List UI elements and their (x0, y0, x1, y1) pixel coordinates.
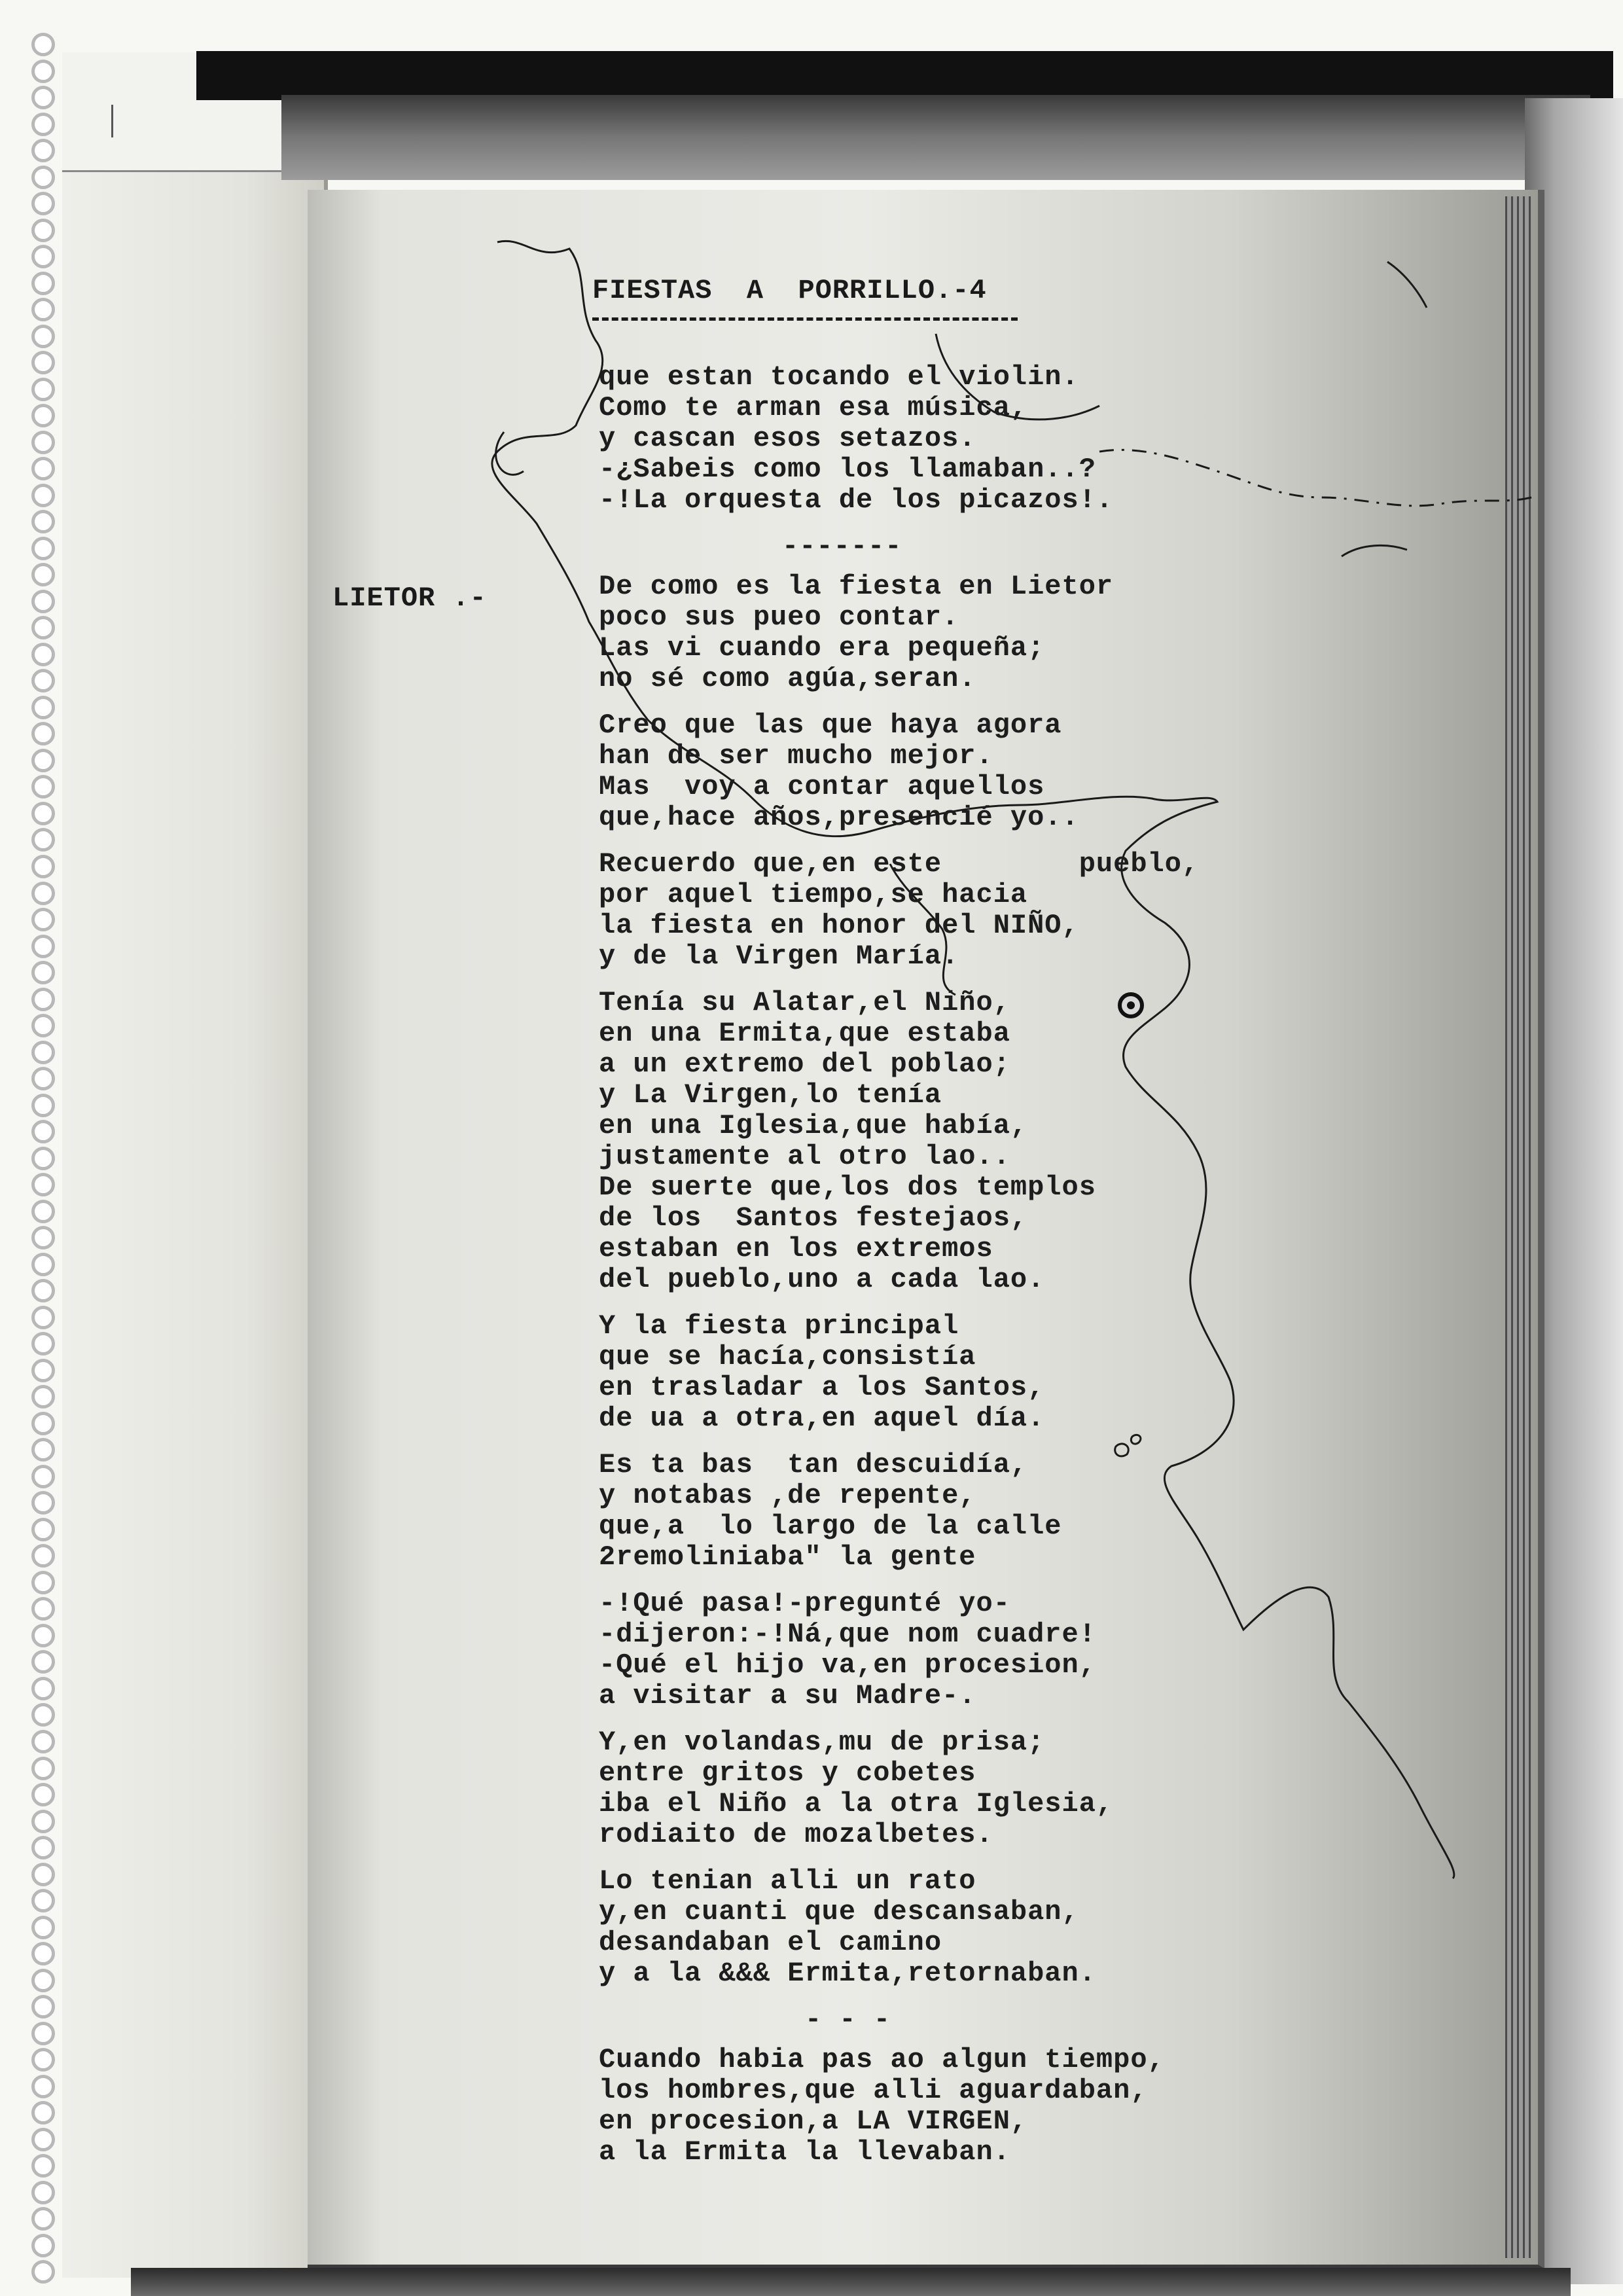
binding-ring (31, 643, 55, 666)
binding-ring (31, 1200, 55, 1223)
binding-ring (31, 828, 55, 852)
poem-body (599, 362, 1450, 2183)
verse-line: de ua a otra,en aquel día. (599, 1403, 1045, 1434)
binding-ring (31, 1438, 55, 1462)
binding-ring (31, 33, 55, 56)
binding-ring (31, 2048, 55, 2072)
binding-ring (31, 1836, 55, 1859)
binding-ring (31, 802, 55, 825)
verse-line: en trasladar a los Santos, (599, 1372, 1045, 1403)
binding-ring (31, 1942, 55, 1965)
verse-line: 2remoliniaba" la gente (599, 1541, 976, 1573)
binding-ring (31, 1041, 55, 1064)
binding-ring (31, 484, 55, 507)
stanza (599, 571, 1450, 694)
section-separator: ------- (782, 531, 902, 562)
verse-line: y notabas ,de repente, (599, 1480, 976, 1511)
binding-ring (31, 1014, 55, 1037)
binding-ring (31, 113, 55, 136)
verse-line: y,en cuanti que descansaban, (599, 1896, 1079, 1928)
binding-ring (31, 1889, 55, 1912)
verse-line: Las vi cuando era pequeña; (599, 632, 1045, 664)
verse-line: Lo tenian alli un rato (599, 1865, 976, 1897)
binding-ring (31, 935, 55, 958)
verse-line: iba el Niño a la otra Iglesia, (599, 1788, 1114, 1820)
stanza (599, 1450, 1450, 1573)
binding-ring (31, 1969, 55, 1992)
verse-line: estaban en los extremos (599, 1233, 993, 1265)
binding-ring (31, 2075, 55, 2098)
verse-line: -!La orquesta de los picazos!. (599, 484, 1114, 516)
binding-ring (31, 1465, 55, 1488)
binding-ring (31, 1332, 55, 1355)
binding-ring (31, 1067, 55, 1090)
binding-ring (31, 616, 55, 639)
binding-ring (31, 775, 55, 798)
document-title: FIESTAS A PORRILLO.-4 (592, 275, 987, 306)
verse-line: -!Qué pasa!-pregunté yo- (599, 1588, 1010, 1619)
binding-ring (31, 1571, 55, 1594)
binding-ring (31, 1226, 55, 1249)
binding-ring (31, 1597, 55, 1621)
binding-ring (31, 1385, 55, 1408)
verse-line: han de ser mucho mejor. (599, 740, 993, 772)
verse-line: De como es la fiesta en Lietor (599, 571, 1114, 602)
binding-ring (31, 1306, 55, 1329)
binding-ring (31, 1094, 55, 1117)
book-bottom-edge (131, 2268, 1571, 2296)
binding-ring (31, 1677, 55, 1700)
binding-ring (31, 749, 55, 772)
book-top-edge (196, 51, 1613, 100)
binding-ring (31, 351, 55, 374)
verse-line: a la Ermita la llevaban. (599, 2136, 1010, 2168)
verse-line: que,hace años,presencié yo.. (599, 802, 1079, 833)
binding-ring (31, 86, 55, 109)
binding-ring (31, 1916, 55, 1939)
binding-ring (31, 590, 55, 613)
binding-ring (31, 1863, 55, 1886)
binding-ring (31, 537, 55, 560)
binding-ring (31, 2128, 55, 2151)
binding-ring (31, 1703, 55, 1727)
stanza (599, 849, 1450, 972)
binding-ring (31, 2234, 55, 2257)
stanza (599, 362, 1450, 516)
verse-line: no sé como agúa,seran. (599, 663, 976, 694)
binding-ring (31, 1783, 55, 1806)
verse-line: de los Santos festejaos, (599, 1202, 1028, 1234)
binding-ring (31, 192, 55, 215)
verse-line: que,a lo largo de la calle (599, 1511, 1062, 1542)
verse-line: rodiaito de mozalbetes. (599, 1819, 993, 1850)
section-label: LIETOR .- (332, 583, 487, 614)
verse-line: en una Iglesia,que había, (599, 1110, 1028, 1141)
verse-line: y a la &&& Ermita,retornaban. (599, 1958, 1096, 1989)
verse-line: que se hacía,consistía (599, 1341, 976, 1372)
binding-ring (31, 431, 55, 454)
binding-ring (31, 1810, 55, 1833)
binding-ring (31, 219, 55, 242)
verse-line: poco sus pueo contar. (599, 601, 959, 633)
stanza (599, 2045, 1450, 2168)
binding-ring (31, 908, 55, 931)
binding-ring (31, 2154, 55, 2178)
verse-line: que estan tocando el violin. (599, 361, 1079, 393)
verse-line: por aquel tiempo,se hacia (599, 879, 1028, 910)
verse-line: Tenía su Alatar,el Niño, (599, 987, 1010, 1018)
verse-line: justamente al otro lao.. (599, 1141, 1010, 1172)
binding-ring (31, 457, 55, 480)
verse-line: -dijeron:-!Ná,que nom cuadre! (599, 1619, 1096, 1650)
binding-ring (31, 961, 55, 984)
binding-ring (31, 882, 55, 905)
binding-ring (31, 722, 55, 745)
folded-left-page (62, 52, 328, 2278)
binding-ring (31, 60, 55, 83)
binding-ring (31, 1359, 55, 1382)
binding-ring (31, 1518, 55, 1541)
binding-ring (31, 1279, 55, 1302)
binding-ring (31, 2181, 55, 2204)
binding-ring (31, 510, 55, 533)
verse-line: Y la fiesta principal (599, 1310, 959, 1342)
binding-ring (31, 1412, 55, 1435)
binding-ring (31, 855, 55, 878)
section-separator: - - - (805, 2004, 891, 2036)
binding-ring (31, 139, 55, 162)
binding-ring (31, 1650, 55, 1674)
verse-line: Es ta bas tan descuidía, (599, 1449, 1028, 1480)
title-underline (592, 317, 1018, 321)
map-location-marker-icon (1118, 992, 1144, 1018)
verse-line: y La Virgen,lo tenía (599, 1079, 942, 1111)
verse-line: De suerte que,los dos templos (599, 1172, 1096, 1203)
verse-line: y cascan esos setazos. (599, 423, 976, 454)
verse-line: Mas voy a contar aquellos (599, 771, 1045, 802)
binding-ring (31, 272, 55, 295)
binding-ring (31, 1173, 55, 1196)
binding-ring (31, 1253, 55, 1276)
binding-ring (31, 1491, 55, 1515)
binding-ring (31, 2207, 55, 2231)
pencil-mark (111, 105, 113, 137)
verse-line: -¿Sabeis como los llamaban..? (599, 454, 1096, 485)
binding-ring (31, 298, 55, 321)
binding-ring (31, 378, 55, 401)
binding-ring (31, 245, 55, 268)
stanza (599, 1727, 1450, 1850)
binding-ring (31, 1995, 55, 2018)
verse-line: entre gritos y cobetes (599, 1757, 976, 1789)
stanza (599, 710, 1450, 833)
binding-ring (31, 1730, 55, 1753)
binding-ring (31, 2260, 55, 2284)
verse-line: y de la Virgen María. (599, 941, 959, 972)
verse-line: en procesion,a LA VIRGEN, (599, 2106, 1028, 2137)
binding-ring (31, 1147, 55, 1170)
verse-line: los hombres,que alli aguardaban, (599, 2075, 1148, 2106)
binding-ring (31, 325, 55, 348)
binding-ring (31, 2101, 55, 2125)
binding-ring (31, 988, 55, 1011)
verse-line: -Qué el hijo va,en procesion, (599, 1649, 1096, 1681)
verse-line: a un extremo del poblao; (599, 1049, 1010, 1080)
binding-ring (31, 1120, 55, 1143)
binding-ring (31, 166, 55, 189)
stanza (599, 1588, 1450, 1712)
binding-ring (31, 1544, 55, 1568)
book-shadow (281, 95, 1590, 180)
binding-ring (31, 696, 55, 719)
verse-line: la fiesta en honor del NIÑO, (599, 910, 1079, 941)
stanza (599, 1311, 1450, 1434)
verse-line: Como te arman esa música, (599, 392, 1028, 423)
binding-ring (31, 1624, 55, 1647)
verse-line: en una Ermita,que estaba (599, 1018, 1010, 1049)
verse-line: desandaban el camino (599, 1927, 942, 1958)
verse-line: Creo que las que haya agora (599, 709, 1062, 741)
spiral-binding (31, 33, 58, 2284)
binding-ring (31, 2022, 55, 2045)
verse-line: Y,en volandas,mu de prisa; (599, 1727, 1045, 1758)
verse-line: a visitar a su Madre-. (599, 1680, 976, 1712)
verse-line: Cuando habia pas ao algun tiempo, (599, 2044, 1165, 2075)
binding-ring (31, 563, 55, 586)
binding-ring (31, 1757, 55, 1780)
verse-line: Recuerdo que,en este pueblo, (599, 848, 1200, 880)
verse-line: del pueblo,uno a cada lao. (599, 1264, 1045, 1295)
page-stack-edge (1505, 196, 1531, 2258)
binding-ring (31, 404, 55, 427)
stanza (599, 988, 1450, 1295)
stanza (599, 1866, 1450, 1989)
binding-ring (31, 669, 55, 692)
